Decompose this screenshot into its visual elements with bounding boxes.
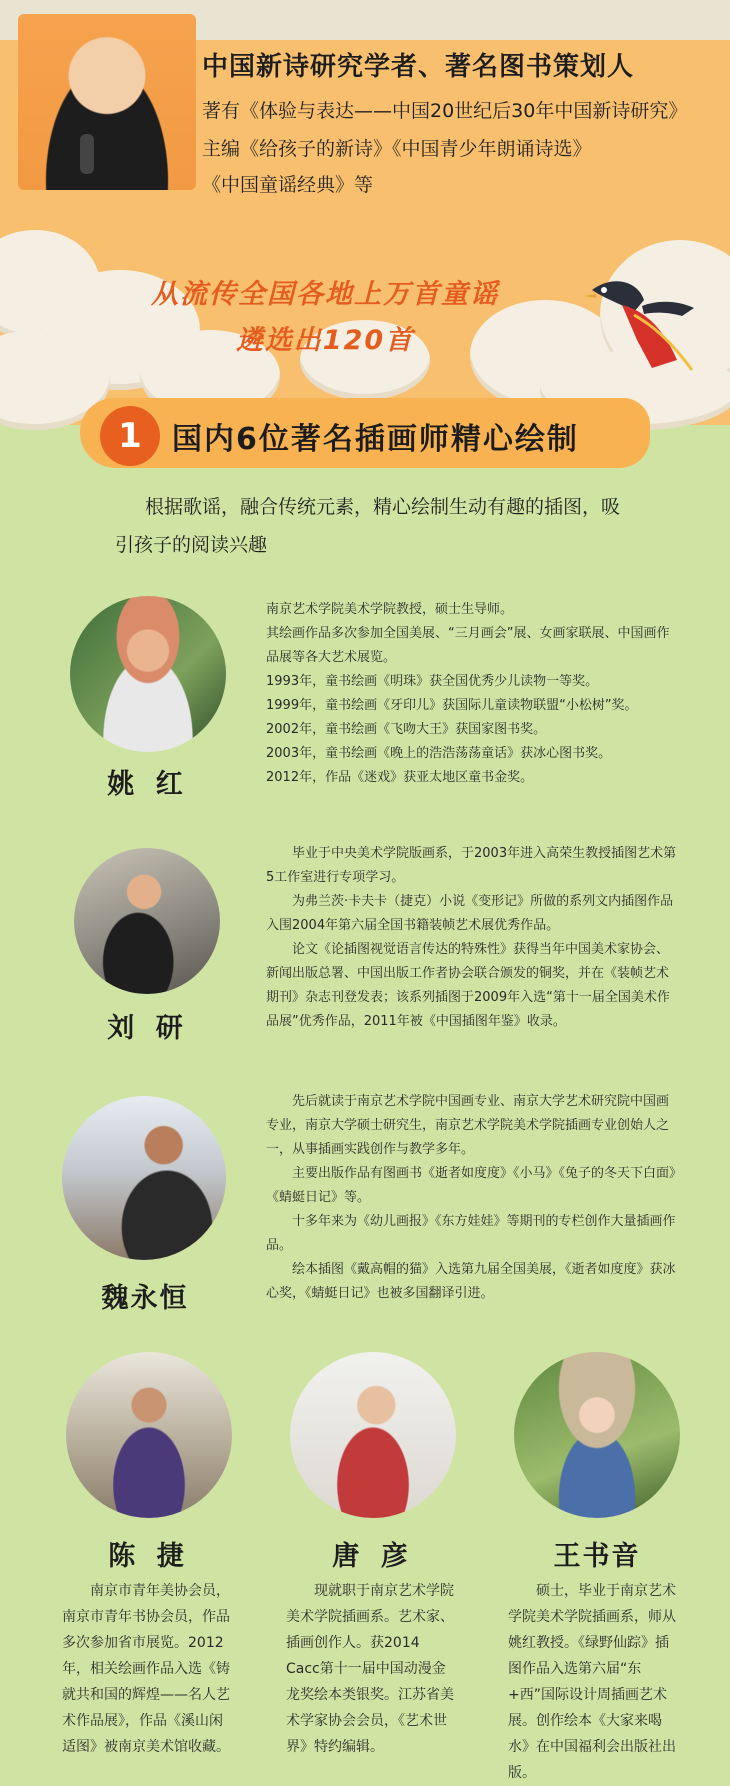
illustrator-avatar	[514, 1352, 680, 1518]
illustrator-name: 王书音	[553, 1541, 641, 1572]
illustrator-bio: 南京市青年美协会员，南京市青年书协会员，作品多次参加省市展览。2012年，相关绘画作品入选《铸就共和国的辉煌——名人艺术作品展》，作品《溪山闲适图》被南京美术馆收藏。	[62, 1583, 230, 1755]
author-classics-line: 《中国童谣经典》等	[202, 174, 374, 196]
illustrator-name: 魏永恒	[101, 1283, 189, 1314]
bio-line: 论文《论插图视觉语言传达的特殊性》获得当年中国美术家协会、新闻出版总署、中国出版工作者协会联合颁发的铜奖，并在《装帧艺术期刊》杂志刊登发表；该系列插图于2009年入选“第十一届全国美术作品展”优秀作品，2011年被《中国插图年鉴》收录。	[266, 942, 670, 1029]
illustrator-avatar	[70, 596, 226, 752]
author-title: 中国新诗研究学者、著名图书策划人	[202, 52, 635, 82]
bio-line: 2003年，童书绘画《晚上的浩浩荡荡童话》获冰心图书奖。	[266, 746, 612, 761]
illustrator-name: 陈 捷	[108, 1541, 190, 1572]
illustrator-bio: 硕士，毕业于南京艺术学院美术学院插画系，师从姚红教授。《绿野仙踪》插图作品入选第六届“东+西”国际设计周插画艺术展。创作绘本《大家来喝水》在中国福利会出版社出版。	[508, 1583, 676, 1781]
swallow-kite-icon	[582, 270, 702, 380]
bio-line: 2012年，作品《迷戏》获亚太地区童书金奖。	[266, 770, 534, 785]
illustrator-bio	[266, 598, 676, 790]
illustrator-bio: 现就职于南京艺术学院美术学院插画系。艺术家、插画创作人。获2014 Cacc第十一届中国动漫金龙奖绘本类银奖。江苏省美术学家协会会员，《艺术世界》特约编辑。	[286, 1583, 454, 1755]
author-photo	[18, 14, 196, 190]
illustrator-bio	[266, 1090, 680, 1306]
bio-line: 十多年来为《幼儿画报》《东方娃娃》等期刊的专栏创作大量插画作品。	[266, 1214, 676, 1253]
bio-line: 1999年，童书绘画《牙印儿》获国际儿童读物联盟“小松树”奖。	[266, 698, 638, 713]
section-title: 国内6位著名插画师精心绘制	[172, 422, 579, 457]
author-edited-line: 主编《给孩子的新诗》《中国青少年朗诵诗选》	[202, 138, 592, 160]
illustrator-name: 姚 红	[107, 769, 189, 800]
section-number-badge: 1	[100, 406, 160, 466]
illustrator-avatar	[62, 1096, 226, 1260]
bio-line: 绘本插图《戴高帽的猫》入选第九届全国美展，《逝者如度度》获冰心奖，《蜻蜓日记》也被多国翻译引进。	[266, 1262, 676, 1301]
section-intro: 根据歌谣，融合传统元素，精心绘制生动有趣的插图，吸引孩子的阅读兴趣	[115, 496, 621, 556]
illustrator-avatar	[66, 1352, 232, 1518]
bio-line: 为弗兰茨·卡夫卡（捷克）小说《变形记》所做的系列文内插图作品入围2004年第六届全国书籍装帧艺术展优秀作品。	[266, 894, 674, 933]
bio-line: 主要出版作品有图画书《逝者如度度》《小马》《兔子的冬天下白面》《蜻蜓日记》等。	[266, 1166, 676, 1205]
illustrator-name: 刘 研	[107, 1013, 189, 1044]
illustrator-bio	[266, 842, 680, 1034]
bio-line: 南京艺术学院美术学院教授，硕士生导师。	[266, 602, 514, 617]
bio-line: 1993年，童书绘画《明珠》获全国优秀少儿读物一等奖。	[266, 674, 599, 689]
bio-line: 2002年，童书绘画《飞吻大王》获国家图书奖。	[266, 722, 547, 737]
author-works-line: 著有《体验与表达——中国20世纪后30年中国新诗研究》	[202, 100, 688, 122]
bio-line: 毕业于中央美术学院版画系，于2003年进入高荣生教授插图艺术第5工作室进行专项学习。	[266, 846, 677, 885]
slogan-line-1: 从流传全国各地上万首童谣	[151, 279, 499, 310]
illustrator-name: 唐 彦	[332, 1541, 414, 1572]
microphone-icon	[80, 134, 94, 174]
bio-line: 先后就读于南京艺术学院中国画专业、南京大学艺术研究院中国画专业，南京大学硕士研究生，南京艺术学院美术学院插画专业创始人之一，从事插画实践创作与教学多年。	[266, 1094, 670, 1157]
bio-line: 其绘画作品多次参加全国美展、“三月画会”展、女画家联展、中国画作品展等各大艺术展览。	[266, 626, 670, 665]
illustrator-avatar	[290, 1352, 456, 1518]
slogan-line-2: 遴选出120首	[235, 325, 415, 356]
illustrator-avatar	[74, 848, 220, 994]
